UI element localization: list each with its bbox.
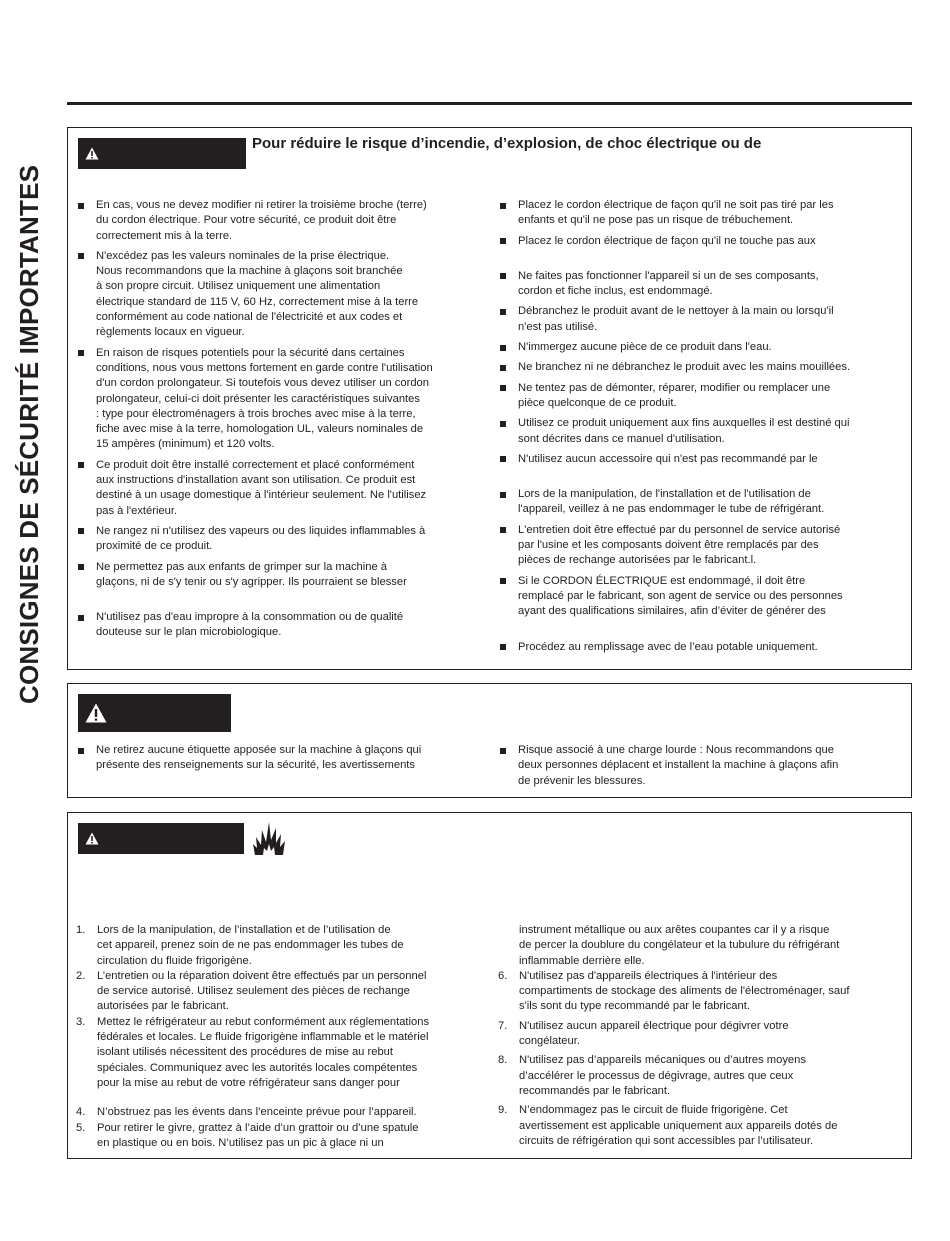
numbered-item: 7. N'utilisez aucun appareil électrique pour dégivrer votre congélateur. (498, 1019, 789, 1048)
list-item: Lors de la manipulation, de l'installation et de l'utilisation de l'appareil, veillez à ne pas endommager le tube de réfrigérant. (498, 487, 908, 518)
list-item: Ne faites pas fonctionner l'appareil si un de ses composants, cordon et fiche inclus, est endommagé. (498, 269, 908, 300)
list-item: En cas, vous ne devez modifier ni retirer la troisième broche (terre) du cordon électrique. Pour votre sécurité, ce produit doit être correctement mis à la terre. (76, 198, 486, 244)
list-item: Utilisez ce produit uniquement aux fins auxquelles il est destiné qui sont décrites dans ce manuel d'utilisation. (498, 416, 908, 447)
top-rule (67, 102, 912, 105)
section3-left-column (76, 923, 486, 1151)
caution-label-bar (78, 694, 231, 732)
list-item: L'entretien doit être effectué par du personnel de service autorisé par l'usine et les composants doivent être remplacés par des pièces de rechange autorisées par le fabricant.l. (498, 523, 908, 569)
numbered-item: 1. Lors de la manipulation, de l’installation et de l’utilisation de cet appareil, prenez soin de ne pas endommager les tubes de circulation du fluide frigorigène. (76, 924, 404, 967)
numbered-item: 9. N’endommagez pas le circuit de fluide frigorigène. Cet avertissement est applicable uniquement aux appareils dotés de circuits de réfrigération qui sont accessibles par l’utilisateur. (498, 1104, 838, 1147)
list-item: N'utilisez aucun accessoire qui n'est pas recommandé par le (498, 452, 908, 467)
list-item: Placez le cordon électrique de façon qu'il ne touche pas aux (498, 234, 908, 249)
side-section-title: CONSIGNES DE SÉCURITÉ IMPORTANTES (14, 164, 44, 704)
section2-left-column (76, 743, 486, 779)
list-item: Risque associé à une charge lourde : Nous recommandons que deux personnes déplacent et installent la machine à glaçons afin de prévenir les blessures. (498, 743, 908, 789)
list-item: Débranchez le produit avant de le nettoyer à la main ou lorsqu'il n'est pas utilisé. (498, 304, 908, 335)
numbered-item: 5. Pour retirer le givre, grattez à l’aide d’un grattoir ou d’une spatule en plastique ou en bois. N’utilisez pas un pic à glace ni un (76, 1121, 419, 1149)
section3-right-column (498, 923, 908, 1149)
section2-right-column (498, 743, 908, 794)
list-item: Ne retirez aucune étiquette apposée sur la machine à glaçons qui présente des renseignements sur la sécurité, les avertissements (76, 743, 486, 774)
list-item: N'utilisez pas d'eau impropre à la consommation ou de qualité douteuse sur le plan microbiologique. (76, 610, 486, 641)
side-section-title-container (14, 36, 44, 704)
warning-triangle-icon (85, 832, 99, 845)
list-item: En raison de risques potentiels pour la sécurité dans certaines conditions, nous vous mettons fortement en garde contre l'utilisation d'un cordon prolongateur. Si toutefois vous devez utiliser un cordon prolongateur, celui-ci doit présenter les caractéristiques suivantes : type pour électroménagers à trois broches avec mise à la terre, fiche avec mise à la terre, homologation UL, valeurs nominales de 15 ampères (minimum) et 120 volts. (76, 346, 486, 453)
warning-triangle-icon (85, 703, 107, 723)
list-item: Ce produit doit être installé correctement et placé conformément aux instructions d'installation avant son utilisation. Ce produit est destiné à un usage domestique à l'intérieur seulement. Ne l'utilisez pas à l'extérieur. (76, 458, 486, 519)
warning-triangle-icon (85, 147, 99, 160)
item-continuation: instrument métallique ou aux arêtes coupantes car il y a risque de percer la doublure du congélateur et la tubulure du réfrigérant inflammable derrière elle. (519, 924, 840, 967)
caution-box (67, 683, 912, 798)
list-item: Ne branchez ni ne débranchez le produit avec les mains mouillées. (498, 360, 908, 375)
list-item: Placez le cordon électrique de façon qu'il ne soit pas tiré par les enfants et qu'il ne pose pas un risque de trébuchement. (498, 198, 908, 229)
list-item: Ne rangez ni n'utilisez des vapeurs ou des liquides inflammables à proximité de ce produit. (76, 524, 486, 555)
numbered-item: 4. N’obstruez pas les évents dans l’enceinte prévue pour l’appareil. (76, 1106, 417, 1119)
numbered-item: 2. L’entretien ou la réparation doivent être effectués par un personnel de service autorisé. Utilisez seulement des pièces de rechange autorisées par le fabricant. (76, 969, 427, 1013)
list-item: Ne permettez pas aux enfants de grimper sur la machine à glaçons, ni de s'y tenir ou s'y agripper. Ils pourraient se blesser (76, 560, 486, 591)
flammable-flame-icon (252, 820, 286, 856)
list-item: N'excédez pas les valeurs nominales de la prise électrique. Nous recommandons que la machine à glaçons soit branchée à son propre circuit. Utilisez uniquement une alimentation électrique standard de 115 V, 60 Hz, correctement mise à la terre conformément au code national de l'électricité et aux codes et règlements locaux en vigueur. (76, 249, 486, 341)
section1-left-column (76, 198, 486, 646)
list-item: Procédez au remplissage avec de l’eau potable uniquement. (498, 640, 908, 655)
numbered-item: 3. Mettez le réfrigérateur au rebut conformément aux réglementations fédérales et locales. Le fluide frigorigène inflammable et le matériel isolant utilisés nécessitent des procédures de mise au rebut spéciales. Communiquez avec les autorités locales compétentes pour la mise au rebut de votre réfrigérateur sans danger pour (76, 1015, 430, 1089)
list-item: Si le CORDON ÉLECTRIQUE est endommagé, il doit être remplacé par le fabricant, son agent de service ou des personnes ayant des qualifications similaires, afin d’éviter de générer des (498, 574, 908, 620)
numbered-item: 6. N'utilisez pas d'appareils électriques à l'intérieur des compartiments de stockage des aliments de l'électroménager, sauf s'ils sont du type recommandé par le fabricant. (498, 969, 850, 1013)
numbered-item: 8. N'utilisez pas d’appareils mécaniques ou d’autres moyens d’accélérer le processus de dégivrage, autres que ceux recommandés par le fabricant. (498, 1054, 806, 1097)
list-item: Ne tentez pas de démonter, réparer, modifier ou remplacer une pièce quelconque de ce produit. (498, 381, 908, 412)
warning-label-bar (78, 823, 244, 854)
list-item: N'immergez aucune pièce de ce produit dans l'eau. (498, 340, 908, 355)
section1-right-column (498, 198, 908, 660)
warning-box-fire-shock (67, 127, 912, 670)
warning-label-bar (78, 138, 246, 169)
warning-headline: Pour réduire le risque d’incendie, d’explosion, de choc électrique ou de (252, 135, 762, 152)
flammable-warning-box (67, 812, 912, 1159)
